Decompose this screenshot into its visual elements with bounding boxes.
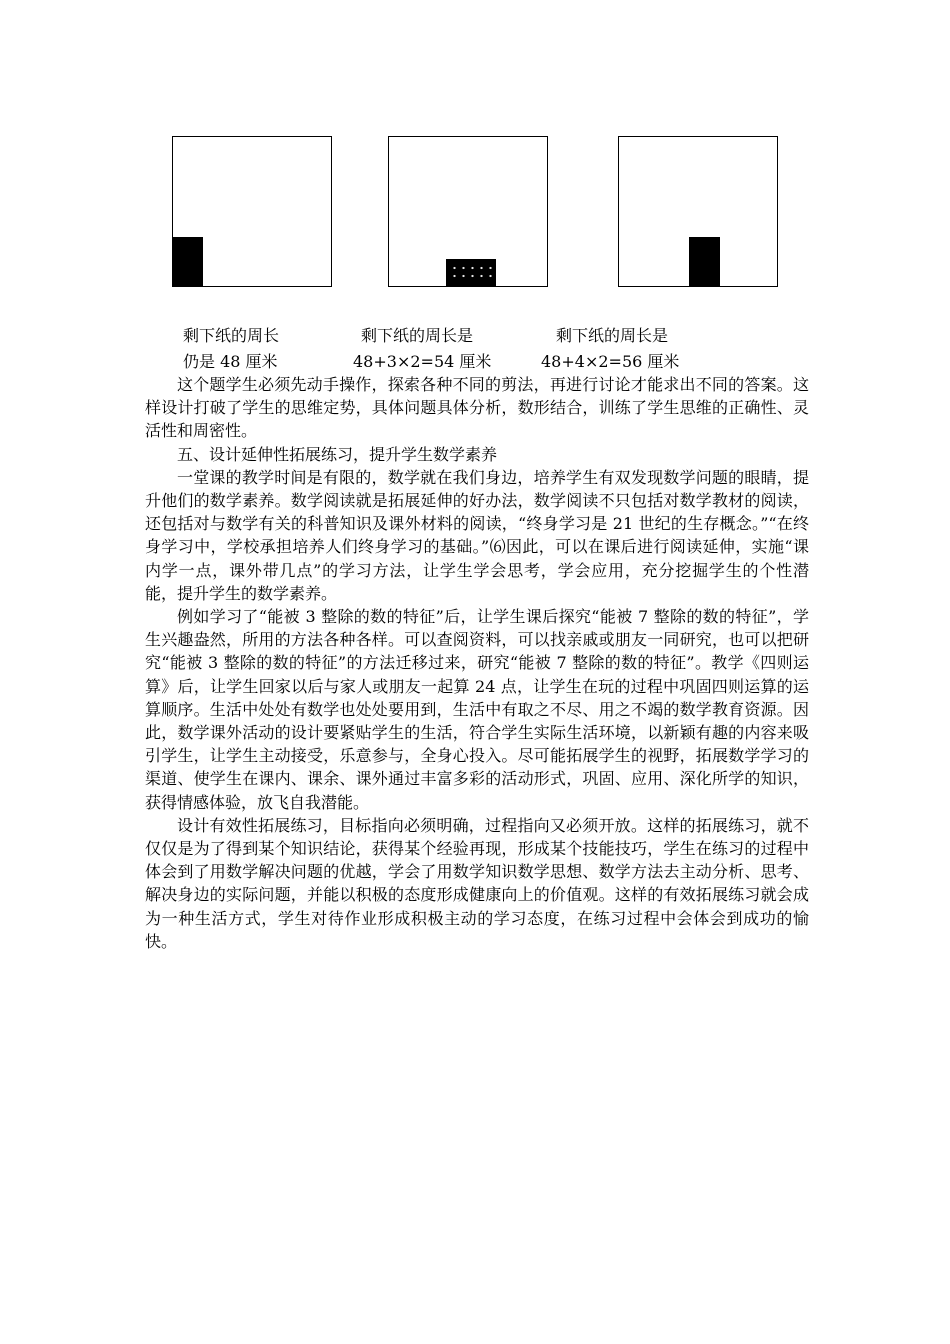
figure-caption-2-line2: 48+3×2=54 厘米	[353, 352, 492, 371]
cut-out-piece	[446, 259, 496, 286]
square-figure-edge-cut-flat	[388, 136, 548, 287]
cut-out-piece	[173, 237, 203, 286]
figure-caption-1-line2: 仍是 48 厘米	[183, 352, 278, 371]
figure-caption-3-line1: 剩下纸的周长是	[556, 326, 669, 345]
figure-caption-2-line1: 剩下纸的周长是	[361, 326, 474, 345]
square-figure-corner-cut	[172, 136, 332, 287]
figure-caption-3-line2: 48+4×2=56 厘米	[541, 352, 680, 371]
paragraph-analysis: 这个题学生必须先动手操作，探索各种不同的剪法，再进行讨论才能求出不同的答案。这样设计打破了学生的思维定势，具体问题具体分析，数形结合，训练了学生思维的正确性、灵活性和周密性。	[145, 375, 809, 441]
body-text	[145, 373, 809, 953]
dotted-pattern	[450, 264, 492, 282]
paragraph-conclusion: 设计有效性拓展练习，目标指向必须明确，过程指向又必须开放。这样的拓展练习，就不仅仅是为了得到某个知识结论，获得某个经验再现，形成某个技能技巧，学生在练习的过程中体会到了用数学解决问题的优越，学会了用数学知识数学思想、数学方法去主动分析、思考、解决身边的实际问题，并能以积极的态度形成健康向上的价值观。这样的有效拓展练习就会成为一种生活方式，学生对待作业形成积极主动的学习态度，在练习过程中会体会到成功的愉快。	[145, 815, 809, 951]
square-figure-edge-cut-tall	[618, 136, 778, 287]
cut-out-piece	[689, 237, 720, 286]
paragraph-reading-extension: 一堂课的教学时间是有限的，数学就在我们身边，培养学生有双发现数学问题的眼睛，提升他们的数学素养。数学阅读就是拓展延伸的好办法，数学阅读不只包括对数学教材的阅读，还包括对与数学有关的科普知识及课外材料的阅读，“终身学习是 21 世纪的生存概念。”“在终身学习中，学校承担培养人们终身学习的基础。”⑹因此，可以在课后进行阅读延伸，实施“课内学一点，课外带几点”的学习方法，让学生学会思考，学会应用，充分挖掘学生的个性潜能，提升学生的数学素养。	[145, 467, 809, 603]
section-heading: 五、设计延伸性拓展练习，提升学生数学素养	[177, 444, 498, 464]
paragraph-example: 例如学习了“能被 3 整除的数的特征”后，让学生课后探究“能被 7 整除的数的特征”，学生兴趣盎然，所用的方法各种各样。可以查阅资料，可以找亲戚或朋友一同研究，也可以把研究“能被 3 整除的数的特征”的方法迁移过来，研究“能被 7 整除的数的特征”。教学《四则运算》后，让学生回家以后与家人或朋友一起算 24 点，让学生在玩的过程中巩固四则运算的运算顺序。生活中处处有数学也处处要用到，生活中有取之不尽、用之不竭的数学教育资源。因此，数学课外活动的设计要紧贴学生的生活，符合学生实际生活环境，以新颖有趣的内容来吸引学生，让学生主动接受，乐意参与，全身心投入。尽可能拓展学生的视野，拓展数学学习的渠道、使学生在课内、课余、课外通过丰富多彩的活动形式，巩固、应用、深化所学的知识，获得情感体验，放飞自我潜能。	[145, 607, 809, 812]
figure-caption-1-line1: 剩下纸的周长	[183, 326, 280, 345]
